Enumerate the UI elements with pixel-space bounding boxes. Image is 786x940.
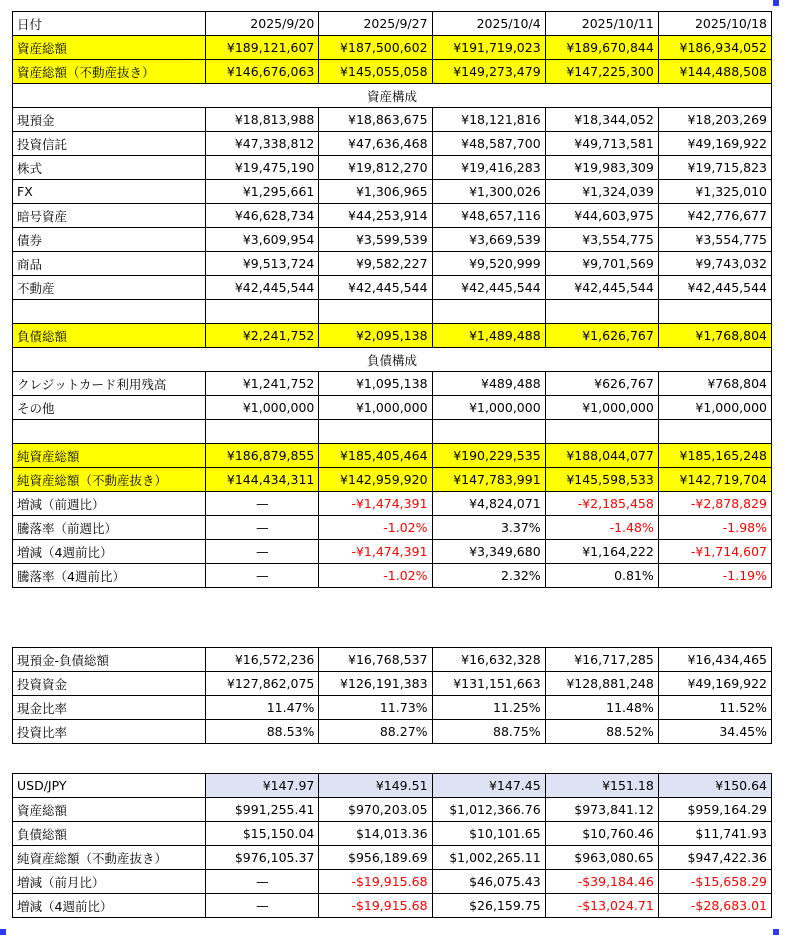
value-cell[interactable]: 88.27% xyxy=(319,720,432,744)
table-row xyxy=(13,324,772,348)
table-row xyxy=(13,180,772,204)
value-cell[interactable]: ¥19,416,283 xyxy=(432,156,545,180)
value-cell[interactable]: ¥2,095,138 xyxy=(319,324,432,348)
value-cell[interactable]: -$19,915.68 xyxy=(319,870,432,894)
value-cell[interactable]: ¥1,300,026 xyxy=(432,180,545,204)
value-cell[interactable]: 11.52% xyxy=(658,696,771,720)
value-cell[interactable]: ¥19,475,190 xyxy=(206,156,319,180)
value-cell[interactable]: $991,255.41 xyxy=(206,798,319,822)
value-cell[interactable]: ¥42,445,544 xyxy=(206,276,319,300)
value-cell[interactable]: ¥3,609,954 xyxy=(206,228,319,252)
table-row xyxy=(13,564,772,588)
row-label-cell[interactable]: 現預金-負債総額 xyxy=(13,648,206,672)
value-cell[interactable]: -¥1,714,607 xyxy=(658,540,771,564)
value-cell[interactable]: ¥185,165,248 xyxy=(658,444,771,468)
value-cell[interactable]: 11.73% xyxy=(319,696,432,720)
value-cell[interactable]: ¥9,701,569 xyxy=(545,252,658,276)
value-cell[interactable]: ¥42,445,544 xyxy=(658,276,771,300)
empty-cell[interactable] xyxy=(206,300,319,324)
value-cell[interactable]: ¥9,743,032 xyxy=(658,252,771,276)
empty-cell[interactable] xyxy=(206,420,319,444)
row-label-cell[interactable]: 増減（4週前比） xyxy=(13,540,206,564)
value-cell[interactable]: ¥1,306,965 xyxy=(319,180,432,204)
header-date-cell[interactable]: 2025/9/20 xyxy=(206,12,319,36)
table-row xyxy=(13,276,772,300)
value-cell[interactable]: $976,105.37 xyxy=(206,846,319,870)
row-label-cell[interactable]: 現金比率 xyxy=(13,696,206,720)
usd-table xyxy=(12,773,772,918)
table-row xyxy=(13,396,772,420)
net-worth-table xyxy=(12,11,772,588)
value-cell[interactable]: $959,164.29 xyxy=(658,798,771,822)
value-cell[interactable]: ¥16,717,285 xyxy=(545,648,658,672)
value-cell[interactable]: $956,189.69 xyxy=(319,846,432,870)
value-cell[interactable]: 88.75% xyxy=(432,720,545,744)
value-cell[interactable]: ¥188,044,077 xyxy=(545,444,658,468)
value-cell[interactable]: -¥2,185,458 xyxy=(545,492,658,516)
value-cell[interactable]: ¥1,489,488 xyxy=(432,324,545,348)
value-cell[interactable]: -1.02% xyxy=(319,564,432,588)
value-cell[interactable]: ¥42,445,544 xyxy=(319,276,432,300)
value-cell[interactable]: ¥42,445,544 xyxy=(432,276,545,300)
row-label-cell[interactable]: 債券 xyxy=(13,228,206,252)
value-cell[interactable]: ¥142,719,704 xyxy=(658,468,771,492)
value-cell[interactable]: ¥1,000,000 xyxy=(545,396,658,420)
value-cell[interactable]: ¥16,572,236 xyxy=(206,648,319,672)
fx-rate-cell[interactable]: ¥147.45 xyxy=(432,774,545,798)
table-row xyxy=(13,894,772,918)
value-cell[interactable]: ¥1,626,767 xyxy=(545,324,658,348)
value-cell[interactable]: 0.81% xyxy=(545,564,658,588)
row-label-cell[interactable]: 現預金 xyxy=(13,108,206,132)
empty-cell[interactable] xyxy=(658,420,771,444)
value-cell[interactable]: -$19,915.68 xyxy=(319,894,432,918)
table-row xyxy=(13,540,772,564)
empty-cell[interactable] xyxy=(13,300,206,324)
value-cell[interactable]: $10,760.46 xyxy=(545,822,658,846)
table-row xyxy=(13,132,772,156)
value-cell[interactable]: -$15,658.29 xyxy=(658,870,771,894)
value-cell[interactable]: — xyxy=(206,492,319,516)
value-cell[interactable]: ¥2,241,752 xyxy=(206,324,319,348)
value-cell[interactable]: — xyxy=(206,540,319,564)
row-label-cell[interactable]: FX xyxy=(13,180,206,204)
empty-cell[interactable] xyxy=(432,420,545,444)
fx-rate-cell[interactable]: ¥149.51 xyxy=(319,774,432,798)
value-cell[interactable]: ¥142,959,920 xyxy=(319,468,432,492)
empty-cell[interactable] xyxy=(319,300,432,324)
value-cell[interactable]: ¥48,587,700 xyxy=(432,132,545,156)
row-label-cell[interactable]: USD/JPY xyxy=(13,774,206,798)
table-row xyxy=(13,870,772,894)
value-cell[interactable]: ¥49,169,922 xyxy=(658,132,771,156)
row-label-cell[interactable]: 増減（前月比） xyxy=(13,870,206,894)
value-cell[interactable]: $26,159.75 xyxy=(432,894,545,918)
table-row xyxy=(13,468,772,492)
value-cell[interactable]: -¥2,878,829 xyxy=(658,492,771,516)
value-cell[interactable]: -$13,024.71 xyxy=(545,894,658,918)
value-cell[interactable]: ¥144,434,311 xyxy=(206,468,319,492)
value-cell[interactable]: ¥185,405,464 xyxy=(319,444,432,468)
value-cell[interactable]: ¥18,863,675 xyxy=(319,108,432,132)
value-cell[interactable]: ¥144,488,508 xyxy=(658,60,771,84)
selection-handle-bottom-right[interactable] xyxy=(773,929,779,935)
value-cell[interactable]: 11.25% xyxy=(432,696,545,720)
value-cell[interactable]: ¥48,657,116 xyxy=(432,204,545,228)
table-row xyxy=(13,156,772,180)
value-cell[interactable]: ¥126,191,383 xyxy=(319,672,432,696)
selection-handle-top-right[interactable] xyxy=(773,0,779,6)
value-cell[interactable]: — xyxy=(206,516,319,540)
row-label-cell[interactable]: その他 xyxy=(13,396,206,420)
empty-cell[interactable] xyxy=(545,300,658,324)
value-cell[interactable]: ¥4,824,071 xyxy=(432,492,545,516)
value-cell[interactable]: -1.19% xyxy=(658,564,771,588)
value-cell[interactable]: $11,741.93 xyxy=(658,822,771,846)
table-row xyxy=(13,822,772,846)
value-cell[interactable]: ¥9,582,227 xyxy=(319,252,432,276)
value-cell[interactable]: -1.02% xyxy=(319,516,432,540)
value-cell[interactable]: ¥146,676,063 xyxy=(206,60,319,84)
value-cell[interactable]: ¥128,881,248 xyxy=(545,672,658,696)
empty-cell[interactable] xyxy=(13,420,206,444)
value-cell[interactable]: ¥190,229,535 xyxy=(432,444,545,468)
value-cell[interactable]: ¥3,554,775 xyxy=(545,228,658,252)
value-cell[interactable]: ¥16,768,537 xyxy=(319,648,432,672)
row-label-cell[interactable]: 増減（前週比） xyxy=(13,492,206,516)
table-row xyxy=(13,846,772,870)
value-cell[interactable]: $1,012,366.76 xyxy=(432,798,545,822)
table-row xyxy=(13,228,772,252)
value-cell[interactable]: ¥1,095,138 xyxy=(319,372,432,396)
value-cell[interactable]: ¥145,055,058 xyxy=(319,60,432,84)
value-cell[interactable]: 2.32% xyxy=(432,564,545,588)
value-cell[interactable]: ¥44,603,975 xyxy=(545,204,658,228)
row-label-cell[interactable]: 商品 xyxy=(13,252,206,276)
table-row xyxy=(13,36,772,60)
value-cell[interactable]: ¥187,500,602 xyxy=(319,36,432,60)
value-cell[interactable]: ¥3,349,680 xyxy=(432,540,545,564)
value-cell[interactable]: ¥191,719,023 xyxy=(432,36,545,60)
section-header-row xyxy=(13,348,772,372)
section-header-cell[interactable]: 資産構成 xyxy=(13,84,772,108)
empty-cell[interactable] xyxy=(319,420,432,444)
row-label-cell[interactable]: 資産総額 xyxy=(13,798,206,822)
header-date-label[interactable]: 日付 xyxy=(13,12,206,36)
value-cell[interactable]: ¥42,445,544 xyxy=(545,276,658,300)
value-cell[interactable]: 3.37% xyxy=(432,516,545,540)
value-cell[interactable]: ¥1,000,000 xyxy=(432,396,545,420)
row-label-cell[interactable]: 騰落率（前週比） xyxy=(13,516,206,540)
value-cell[interactable]: -¥1,474,391 xyxy=(319,492,432,516)
value-cell[interactable]: 88.53% xyxy=(206,720,319,744)
value-cell[interactable]: -$28,683.01 xyxy=(658,894,771,918)
value-cell[interactable]: ¥1,768,804 xyxy=(658,324,771,348)
empty-cell[interactable] xyxy=(658,300,771,324)
blank-row xyxy=(13,300,772,324)
value-cell[interactable]: — xyxy=(206,564,319,588)
value-cell[interactable]: ¥3,669,539 xyxy=(432,228,545,252)
value-cell[interactable]: 11.47% xyxy=(206,696,319,720)
row-label-cell[interactable]: 騰落率（4週前比） xyxy=(13,564,206,588)
value-cell[interactable]: ¥149,273,479 xyxy=(432,60,545,84)
table-row xyxy=(13,696,772,720)
value-cell[interactable]: -$39,184.46 xyxy=(545,870,658,894)
row-label-cell[interactable]: 投資信託 xyxy=(13,132,206,156)
value-cell[interactable]: — xyxy=(206,894,319,918)
row-label-cell[interactable]: 資産総額 xyxy=(13,36,206,60)
value-cell[interactable]: ¥49,169,922 xyxy=(658,672,771,696)
table-row xyxy=(13,648,772,672)
table-row xyxy=(13,108,772,132)
table-row xyxy=(13,60,772,84)
row-label-cell[interactable]: 資産総額（不動産抜き） xyxy=(13,60,206,84)
row-label-cell[interactable]: クレジットカード利用残高 xyxy=(13,372,206,396)
header-date-cell[interactable]: 2025/10/11 xyxy=(545,12,658,36)
value-cell[interactable]: ¥1,000,000 xyxy=(319,396,432,420)
fx-rate-cell[interactable]: ¥151.18 xyxy=(545,774,658,798)
value-cell[interactable]: ¥1,241,752 xyxy=(206,372,319,396)
value-cell[interactable]: $10,101.65 xyxy=(432,822,545,846)
value-cell[interactable]: ¥49,713,581 xyxy=(545,132,658,156)
row-label-cell[interactable]: 負債総額 xyxy=(13,822,206,846)
value-cell[interactable]: 34.45% xyxy=(658,720,771,744)
value-cell[interactable]: ¥768,804 xyxy=(658,372,771,396)
ratio-table xyxy=(12,647,772,744)
value-cell[interactable]: ¥46,628,734 xyxy=(206,204,319,228)
selection-handle-bottom-left[interactable] xyxy=(0,929,6,935)
value-cell[interactable]: ¥18,121,816 xyxy=(432,108,545,132)
value-cell[interactable]: 11.48% xyxy=(545,696,658,720)
value-cell[interactable]: $15,150.04 xyxy=(206,822,319,846)
row-label-cell[interactable]: 純資産総額 xyxy=(13,444,206,468)
value-cell[interactable]: ¥189,670,844 xyxy=(545,36,658,60)
value-cell[interactable]: ¥16,632,328 xyxy=(432,648,545,672)
header-date-cell[interactable]: 2025/9/27 xyxy=(319,12,432,36)
table-row xyxy=(13,774,772,798)
value-cell[interactable]: -1.98% xyxy=(658,516,771,540)
row-label-cell[interactable]: 株式 xyxy=(13,156,206,180)
table-row xyxy=(13,492,772,516)
table-row xyxy=(13,444,772,468)
value-cell[interactable]: ¥626,767 xyxy=(545,372,658,396)
table-row xyxy=(13,798,772,822)
row-label-cell[interactable]: 投資資金 xyxy=(13,672,206,696)
section-header-row xyxy=(13,84,772,108)
value-cell[interactable]: ¥3,599,539 xyxy=(319,228,432,252)
value-cell[interactable]: $46,075.43 xyxy=(432,870,545,894)
value-cell[interactable]: ¥186,879,855 xyxy=(206,444,319,468)
value-cell[interactable]: ¥186,934,052 xyxy=(658,36,771,60)
value-cell[interactable]: — xyxy=(206,870,319,894)
value-cell[interactable]: ¥47,636,468 xyxy=(319,132,432,156)
table-row xyxy=(13,672,772,696)
value-cell[interactable]: ¥9,520,999 xyxy=(432,252,545,276)
row-label-cell[interactable]: 純資産総額（不動産抜き） xyxy=(13,468,206,492)
header-date-cell[interactable]: 2025/10/18 xyxy=(658,12,771,36)
value-cell[interactable]: $970,203.05 xyxy=(319,798,432,822)
value-cell[interactable]: 88.52% xyxy=(545,720,658,744)
value-cell[interactable]: ¥1,000,000 xyxy=(206,396,319,420)
row-label-cell[interactable]: 増減（4週前比） xyxy=(13,894,206,918)
value-cell[interactable]: ¥147,783,991 xyxy=(432,468,545,492)
value-cell[interactable]: ¥44,253,914 xyxy=(319,204,432,228)
header-row xyxy=(13,12,772,36)
value-cell[interactable]: ¥9,513,724 xyxy=(206,252,319,276)
row-label-cell[interactable]: 純資産総額（不動産抜き） xyxy=(13,846,206,870)
table-row xyxy=(13,516,772,540)
table-row xyxy=(13,204,772,228)
value-cell[interactable]: $14,013.36 xyxy=(319,822,432,846)
value-cell[interactable]: ¥18,813,988 xyxy=(206,108,319,132)
value-cell[interactable]: ¥19,715,823 xyxy=(658,156,771,180)
row-label-cell[interactable]: 暗号資産 xyxy=(13,204,206,228)
table-row xyxy=(13,372,772,396)
value-cell[interactable]: -¥1,474,391 xyxy=(319,540,432,564)
fx-rate-cell[interactable]: ¥150.64 xyxy=(658,774,771,798)
row-label-cell[interactable]: 投資比率 xyxy=(13,720,206,744)
value-cell[interactable]: ¥189,121,607 xyxy=(206,36,319,60)
value-cell[interactable]: $963,080.65 xyxy=(545,846,658,870)
row-label-cell[interactable]: 負債総額 xyxy=(13,324,206,348)
section-header-cell[interactable]: 負債構成 xyxy=(13,348,772,372)
header-date-cell[interactable]: 2025/10/4 xyxy=(432,12,545,36)
value-cell[interactable]: ¥47,338,812 xyxy=(206,132,319,156)
fx-rate-cell[interactable]: ¥147.97 xyxy=(206,774,319,798)
value-cell[interactable]: ¥489,488 xyxy=(432,372,545,396)
empty-cell[interactable] xyxy=(432,300,545,324)
row-label-cell[interactable]: 不動産 xyxy=(13,276,206,300)
value-cell[interactable]: -1.48% xyxy=(545,516,658,540)
value-cell[interactable]: $947,422.36 xyxy=(658,846,771,870)
empty-cell[interactable] xyxy=(545,420,658,444)
value-cell[interactable]: ¥19,812,270 xyxy=(319,156,432,180)
table-row xyxy=(13,720,772,744)
value-cell[interactable]: ¥18,203,269 xyxy=(658,108,771,132)
value-cell[interactable]: ¥127,862,075 xyxy=(206,672,319,696)
value-cell[interactable]: ¥16,434,465 xyxy=(658,648,771,672)
value-cell[interactable]: ¥147,225,300 xyxy=(545,60,658,84)
blank-row xyxy=(13,420,772,444)
value-cell[interactable]: $973,841.12 xyxy=(545,798,658,822)
value-cell[interactable]: $1,002,265.11 xyxy=(432,846,545,870)
value-cell[interactable]: ¥3,554,775 xyxy=(658,228,771,252)
value-cell[interactable]: ¥19,983,309 xyxy=(545,156,658,180)
value-cell[interactable]: ¥1,295,661 xyxy=(206,180,319,204)
value-cell[interactable]: ¥42,776,677 xyxy=(658,204,771,228)
value-cell[interactable]: ¥1,000,000 xyxy=(658,396,771,420)
value-cell[interactable]: ¥1,324,039 xyxy=(545,180,658,204)
value-cell[interactable]: ¥1,164,222 xyxy=(545,540,658,564)
table-row xyxy=(13,252,772,276)
value-cell[interactable]: ¥131,151,663 xyxy=(432,672,545,696)
value-cell[interactable]: ¥18,344,052 xyxy=(545,108,658,132)
value-cell[interactable]: ¥145,598,533 xyxy=(545,468,658,492)
value-cell[interactable]: ¥1,325,010 xyxy=(658,180,771,204)
